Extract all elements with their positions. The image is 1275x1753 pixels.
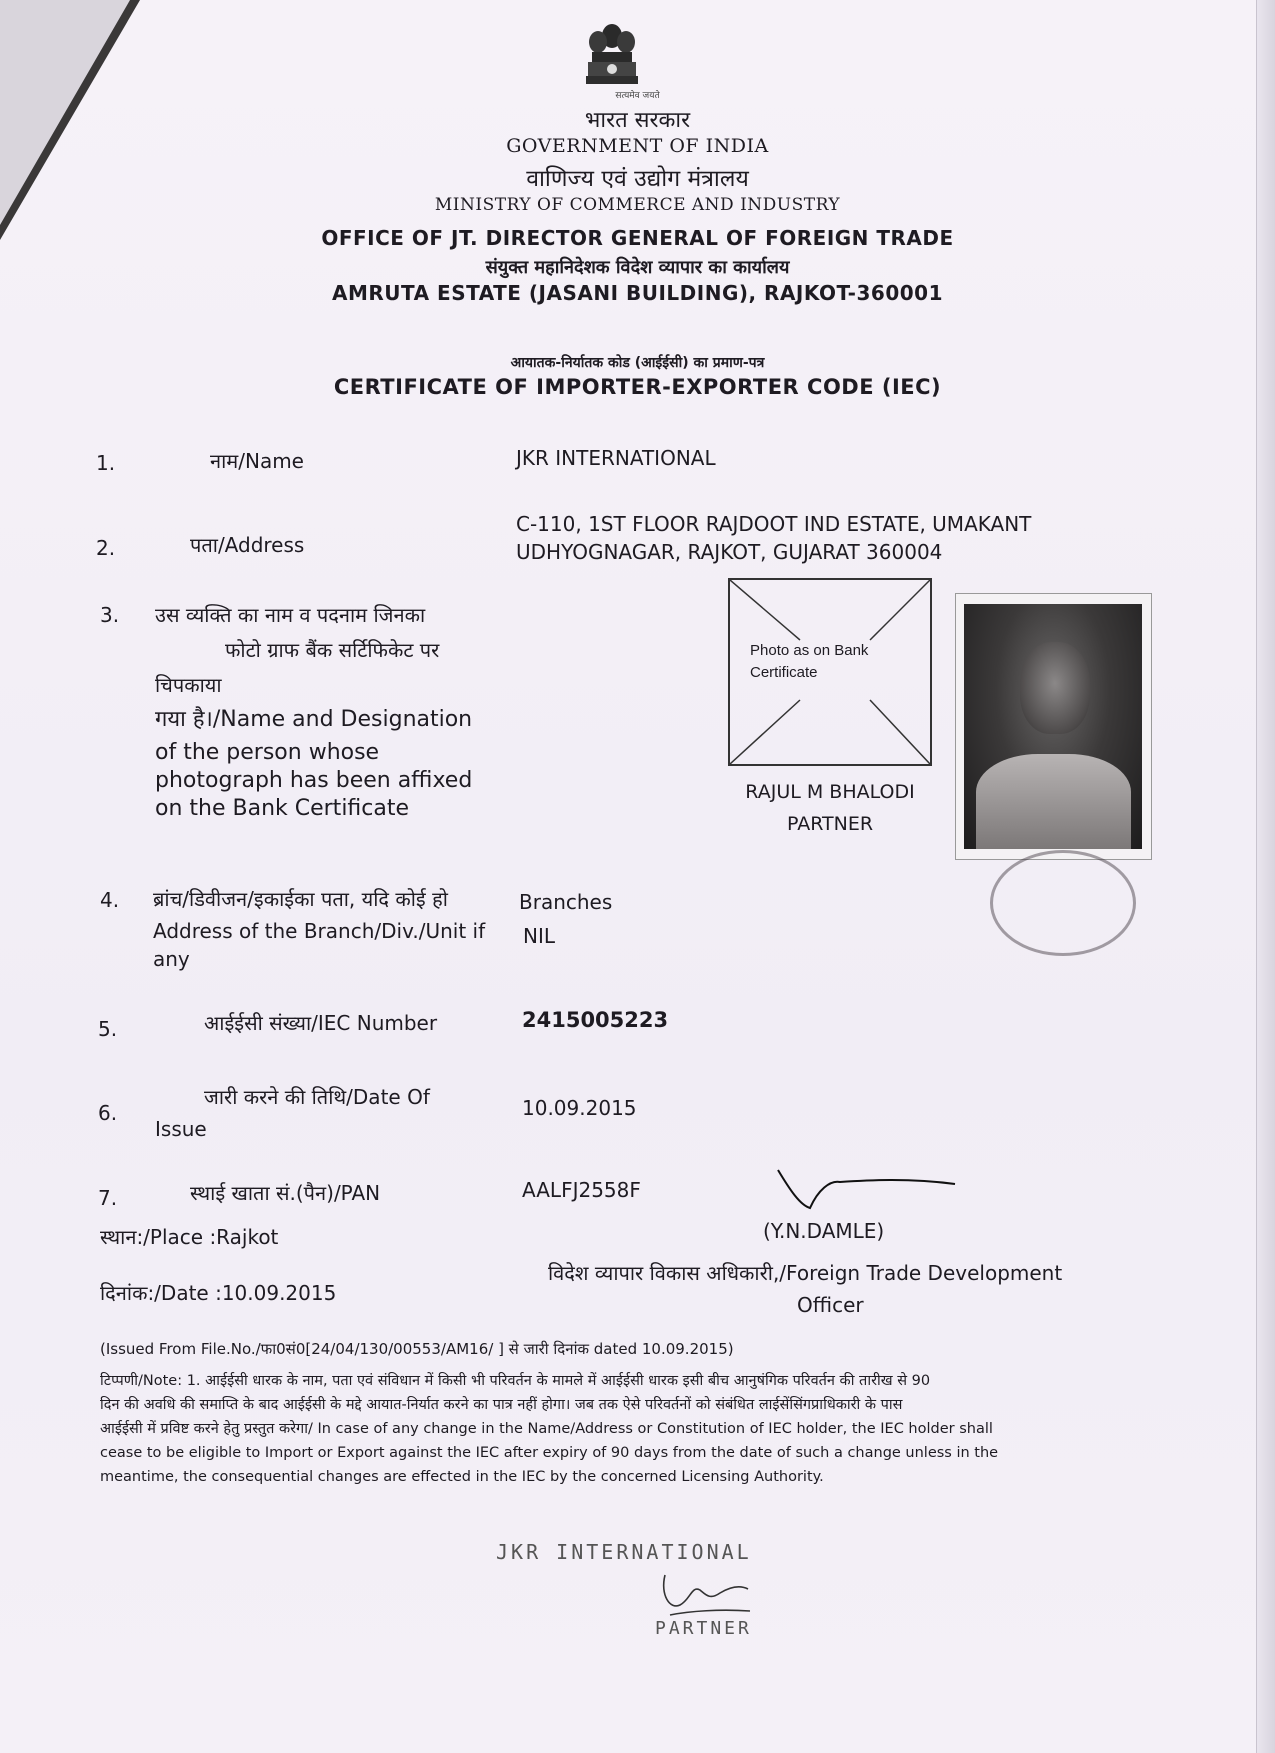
field-number: 2.	[96, 536, 116, 560]
photo-placeholder-text-line2: Certificate	[750, 664, 818, 681]
issue-date-value: 10.09.2015	[522, 1096, 637, 1120]
field-number: 5.	[98, 1017, 118, 1041]
partner-signature	[650, 1565, 760, 1625]
photo-person-label-line7: on the Bank Certificate	[155, 796, 410, 821]
company-stamp-role: PARTNER	[655, 1618, 752, 1639]
cert-title: CERTIFICATE OF IMPORTER-EXPORTER CODE (IEC)	[333, 375, 942, 399]
iec-number-label: आईईसी संख्या/IEC Number	[204, 1011, 438, 1035]
officer-name: (Y.N.DAMLE)	[763, 1219, 885, 1243]
note-line3: आईईसी में प्रविष्ट करने हेतु प्रस्तुत करेगा/ In case of any change in the Name/Address or Constitution of IEC holder, the IEC holder shall	[100, 1421, 993, 1437]
field-number: 7.	[98, 1186, 118, 1210]
company-stamp-name: JKR INTERNATIONAL	[496, 1540, 752, 1564]
branch-label-line3: any	[153, 947, 190, 971]
issued-from: (Issued From File.No./फा0सं0[24/04/130/00553/AM16/ ] से जारी दिनांक dated 10.09.2015)	[100, 1340, 734, 1358]
office-title: OFFICE OF JT. DIRECTOR GENERAL OF FOREIGN TRADE	[321, 226, 954, 250]
photo-person-label-line5: of the person whose	[155, 740, 380, 765]
photo-placeholder	[728, 578, 932, 766]
photo-person-label-line3: चिपकाया	[155, 673, 222, 697]
office-address: AMRUTA ESTATE (JASANI BUILDING), RAJKOT-360001	[332, 281, 943, 305]
branches-heading: Branches	[519, 890, 613, 914]
cert-title-hindi: आयातक-निर्यातक कोड (आईईसी) का प्रमाण-पत्र	[510, 355, 765, 371]
note-line5: meantime, the consequential changes are effected in the IEC by the concerned Licensing Authority.	[100, 1469, 824, 1485]
iec-number-value: 2415005223	[522, 1008, 669, 1032]
field-number: 3.	[100, 603, 120, 627]
branches-value: NIL	[523, 924, 556, 948]
govt-title: GOVERNMENT OF INDIA	[506, 135, 769, 157]
ministry-title: MINISTRY OF COMMERCE AND INDUSTRY	[434, 195, 841, 215]
pan-label: स्थाई खाता सं.(पैन)/PAN	[190, 1181, 381, 1205]
field-number: 4.	[100, 888, 120, 912]
name-value: JKR INTERNATIONAL	[516, 446, 716, 470]
address-value-line2: UDHYOGNAGAR, RAJKOT, GUJARAT 360004	[516, 540, 943, 564]
govt-hindi: भारत सरकार	[584, 108, 691, 133]
officer-title-line2: Officer	[797, 1293, 864, 1317]
issue-date-label-line2: Issue	[155, 1117, 207, 1141]
address-label: पता/Address	[190, 533, 305, 557]
place: स्थान:/Place :Rajkot	[100, 1225, 279, 1249]
person-designation: PARTNER	[786, 813, 874, 835]
name-label: नाम/Name	[210, 449, 304, 473]
ministry-hindi: वाणिज्य एवं उद्योग मंत्रालय	[526, 166, 749, 192]
photo-person-label-line4: गया है।/Name and Designation	[155, 707, 473, 732]
photo-person-label-line1: उस व्यक्ति का नाम व पदनाम जिनका	[155, 603, 426, 627]
field-number: 1.	[96, 451, 116, 475]
photo-person-label-line2: फोटो ग्राफ बैंक सर्टिफिकेट पर	[225, 638, 440, 662]
date: दिनांक:/Date :10.09.2015	[100, 1281, 337, 1305]
note-line4: cease to be eligible to Import or Export against the IEC after expiry of 90 days from the date of such a change unless in the	[100, 1445, 999, 1461]
note-line2: दिन की अवधि की समाप्ति के बाद आईईसी के मद्दे आयात-निर्यात करने का पात्र नहीं होगा। जब तक ऐसे परिवर्तनों को संबंधित लाईसेंसिंगप्राधिकारी के पास	[100, 1397, 903, 1413]
officer-title-line1: विदेश व्यापार विकास अधिकारी,/Foreign Trade Development	[548, 1261, 1063, 1285]
person-photo	[955, 593, 1152, 860]
note-line1: टिप्पणी/Note: 1. आईईसी धारक के नाम, पता एवं संविधान में किसी भी परिवर्तन के मामले में आईईसी धारक इसी बीच आनुषंगिक परिवर्तन की तारीख से 90	[100, 1373, 931, 1389]
emblem-motto: सत्यमेव जयते	[615, 91, 660, 101]
officer-signature	[770, 1160, 960, 1220]
branch-label-line1: ब्रांच/डिवीजन/इकाईका पता, यदि कोई हो	[153, 887, 448, 911]
branch-label-line2: Address of the Branch/Div./Unit if	[153, 919, 486, 943]
issue-date-label-line1: जारी करने की तिथि/Date Of	[204, 1085, 430, 1109]
person-name: RAJUL M BHALODI	[745, 781, 915, 803]
office-hindi: संयुक्त महानिदेशक विदेश व्यापार का कार्यालय	[485, 257, 790, 278]
pan-value: AALFJ2558F	[522, 1178, 641, 1202]
photo-placeholder-text-line1: Photo as on Bank	[750, 642, 869, 659]
field-number: 6.	[98, 1101, 118, 1125]
address-value-line1: C-110, 1ST FLOOR RAJDOOT IND ESTATE, UMAKANT	[516, 512, 1032, 536]
official-seal-stamp	[990, 850, 1136, 956]
photo-person-label-line6: photograph has been affixed	[155, 768, 473, 793]
